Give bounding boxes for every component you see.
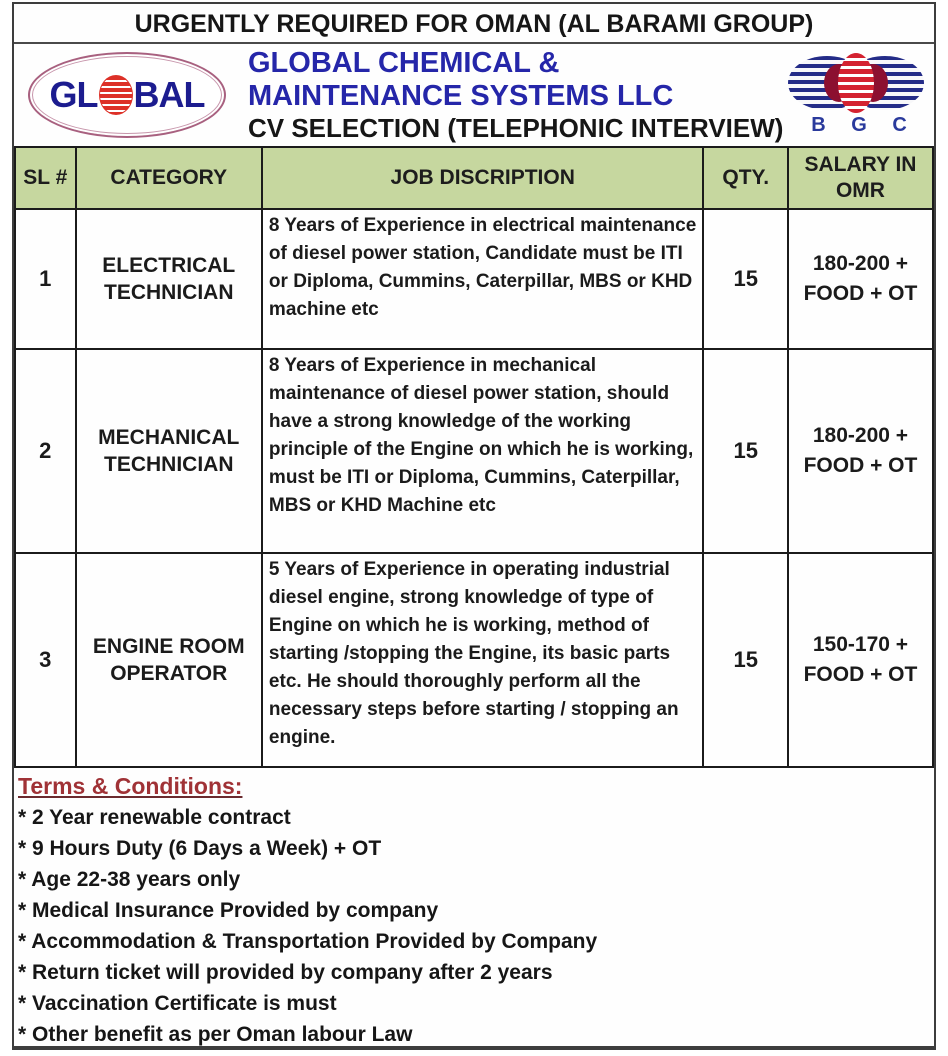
col-header-job-description: JOB DISCRIPTION — [262, 147, 704, 209]
cell-salary: 150-170 + FOOD + OT — [788, 553, 933, 767]
terms-item-accommodation: * Accommodation & Transportation Provided by Company — [18, 930, 598, 953]
terms-item-duty-hours: * 9 Hours Duty (6 Days a Week) + OT — [18, 837, 382, 860]
cell-sl: 1 — [15, 209, 76, 349]
terms-heading: Terms & Conditions: — [18, 773, 243, 799]
col-header-category: CATEGORY — [76, 147, 262, 209]
cell-sl: 3 — [15, 553, 76, 767]
document-title: URGENTLY REQUIRED FOR OMAN (AL BARAMI GROUP) — [14, 4, 934, 44]
company-name-block — [226, 47, 786, 144]
cell-category: ENGINE ROOM OPERATOR — [76, 553, 262, 767]
terms-item-medical: * Medical Insurance Provided by company — [18, 899, 439, 922]
terms-item-contract: * 2 Year renewable contract — [18, 806, 291, 829]
table-row-electrical-technician — [15, 209, 933, 349]
table-header-row — [15, 147, 933, 209]
terms-item-vaccination: * Vaccination Certificate is must — [18, 992, 337, 1015]
job-advertisement-document — [12, 2, 936, 1050]
cell-qty: 15 — [703, 553, 787, 767]
company-name-line1: GLOBAL CHEMICAL & — [248, 46, 560, 79]
bgc-logo — [788, 53, 930, 137]
cell-description: 8 Years of Experience in mechanical maintenance of diesel power station, should have a strong knowledge of the working principle of the Engine on which he is working, must be ITI or Diploma, Cummins, Caterpillar, MBS or KHD Machine etc — [262, 349, 704, 553]
bgc-logo-letters: B G C — [811, 114, 917, 136]
cell-qty: 15 — [703, 349, 787, 553]
terms-item-age: * Age 22-38 years only — [18, 868, 241, 891]
cell-sl: 2 — [15, 349, 76, 553]
cell-salary: 180-200 + FOOD + OT — [788, 209, 933, 349]
bgc-center-globe — [838, 53, 874, 113]
cell-category: ELECTRICAL TECHNICIAN — [76, 209, 262, 349]
selection-method-line: CV SELECTION (TELEPHONIC INTERVIEW) — [248, 112, 784, 143]
global-logo-text-left: GL — [49, 74, 98, 115]
jobs-table — [14, 146, 934, 768]
col-header-salary: SALARY IN OMR — [788, 147, 933, 209]
terms-section — [14, 768, 934, 1050]
cell-salary: 180-200 + FOOD + OT — [788, 349, 933, 553]
terms-item-return-ticket: * Return ticket will provided by company after 2 years — [18, 961, 553, 984]
global-logo — [28, 52, 226, 138]
cell-description: 5 Years of Experience in operating industrial diesel engine, strong knowledge of type of Engine on which he is working, method of starting /stopping the Engine, its basic parts etc. He should thoroughly perform all the necessary steps before starting / stopping an engine. — [262, 553, 704, 767]
cell-qty: 15 — [703, 209, 787, 349]
table-row-engine-room-operator — [15, 553, 933, 767]
global-logo-text-right: BAL — [133, 74, 205, 115]
table-row-mechanical-technician — [15, 349, 933, 553]
company-name-line2: MAINTENANCE SYSTEMS LLC — [248, 79, 674, 112]
globe-icon — [99, 75, 133, 115]
col-header-qty: QTY. — [703, 147, 787, 209]
bgc-emblem-icon — [788, 53, 924, 113]
col-header-sl: SL # — [15, 147, 76, 209]
company-header — [14, 44, 934, 146]
cell-category: MECHANICAL TECHNICIAN — [76, 349, 262, 553]
cell-description: 8 Years of Experience in electrical maintenance of diesel power station, Candidate must be ITI or Diploma, Cummins, Caterpillar, MBS or KHD machine etc — [262, 209, 704, 349]
terms-item-other-benefit: * Other benefit as per Oman labour Law — [18, 1023, 413, 1046]
